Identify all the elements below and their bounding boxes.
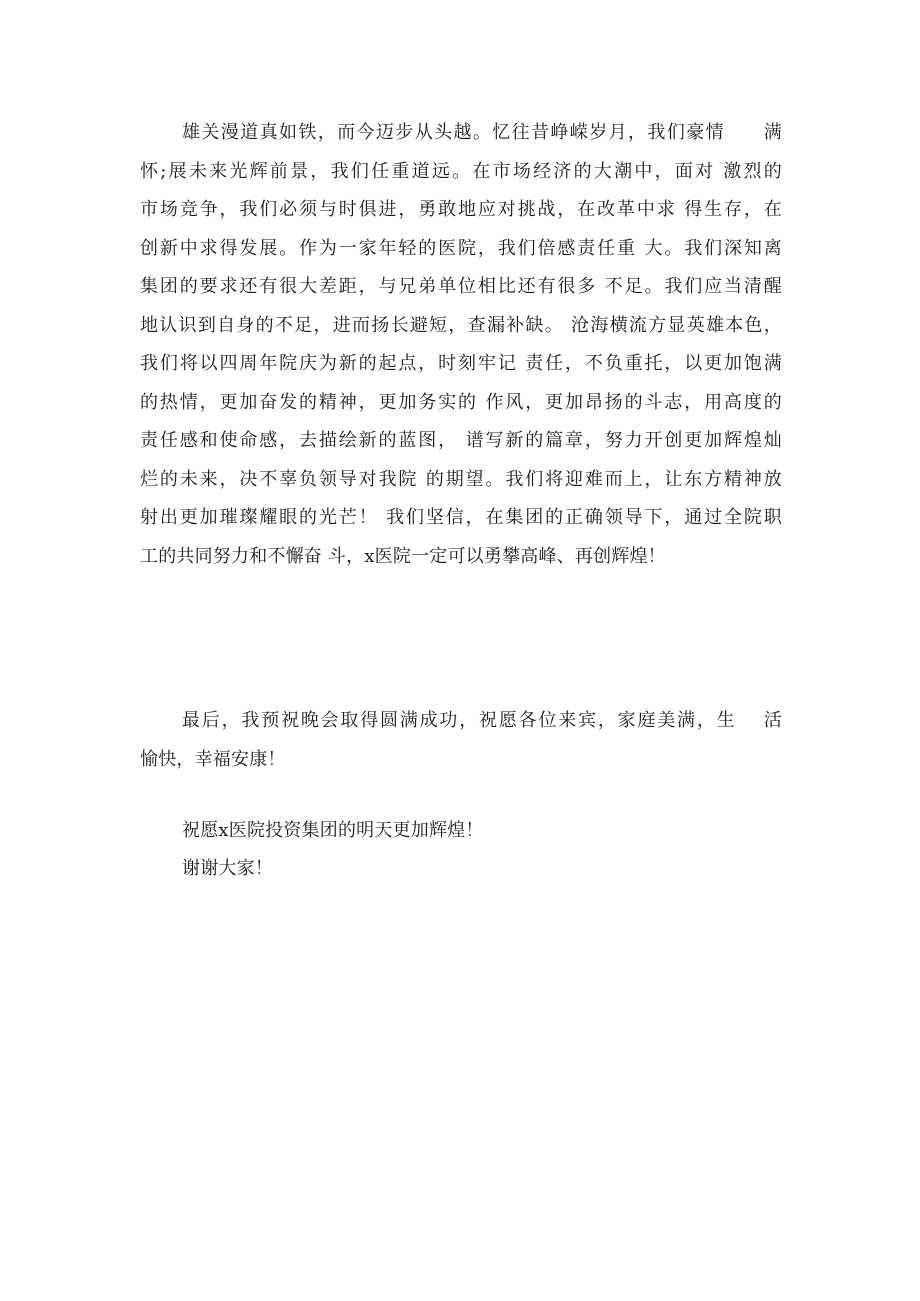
paragraph-4 <box>140 850 782 889</box>
paragraph-1-line-7: 我们将以四周年院庆为新的起点，时刻牢记 责任，不负重托，以更加饱满 <box>140 353 782 374</box>
paragraph-1-line-3: 市场竞争，我们必须与时俱进，勇敢地应对挑战，在改革中求 得生存，在 <box>140 199 782 220</box>
paragraph-3-line-1: 祝愿x医院投资集团的明天更加辉煌！ <box>182 820 484 841</box>
paragraph-1-line-5: 集团的要求还有很大差距，与兄弟单位相比还有很多 不足。我们应当清醒 <box>140 276 782 297</box>
paragraph-1-line-10: 烂的未来，决不辜负领导对我院 的期望。我们将迎难而上，让东方精神放 <box>140 468 782 490</box>
paragraph-4-line-1: 谢谢大家！ <box>182 858 273 879</box>
paragraph-1-line-8: 的热情，更加奋发的精神，更加务实的 作风，更加昂扬的斗志，用高度的 <box>140 391 782 413</box>
paragraph-1-line-6: 地认识到自身的不足，进而扬长避短，查漏补缺。 沧海横流方显英雄本色， <box>140 314 782 336</box>
paragraph-2 <box>140 702 782 779</box>
paragraph-1-line-9: 责任感和使命感，去描绘新的蓝图， 谱写新的篇章，努力开创更加辉煌灿 <box>140 430 782 451</box>
paragraph-1 <box>140 114 782 576</box>
paragraph-2-line-2: 愉快，幸福安康！ <box>140 748 286 770</box>
paragraph-3 <box>140 812 782 851</box>
paragraph-1-line-11: 射出更加璀璨耀眼的光芒！ 我们坚信，在集团的正确领导下，通过全院职 <box>140 507 782 528</box>
paragraph-2-line-1: 最后，我预祝晚会取得圆满成功，祝愿各位来宾，家庭美满，生 活 <box>182 710 782 731</box>
paragraph-1-line-2: 怀;展未来光辉前景，我们任重道远。在市场经济的大潮中，面对 激烈的 <box>140 160 782 182</box>
paragraph-1-line-4: 创新中求得发展。作为一家年轻的医院，我们倍感责任重 大。我们深知离 <box>140 237 782 259</box>
paragraph-1-line-1: 雄关漫道真如铁，而今迈步从头越。忆往昔峥嵘岁月，我们豪情 满 <box>182 122 782 143</box>
paragraph-1-line-12: 工的共同努力和不懈奋 斗，x医院一定可以勇攀高峰、再创辉煌！ <box>140 545 666 567</box>
